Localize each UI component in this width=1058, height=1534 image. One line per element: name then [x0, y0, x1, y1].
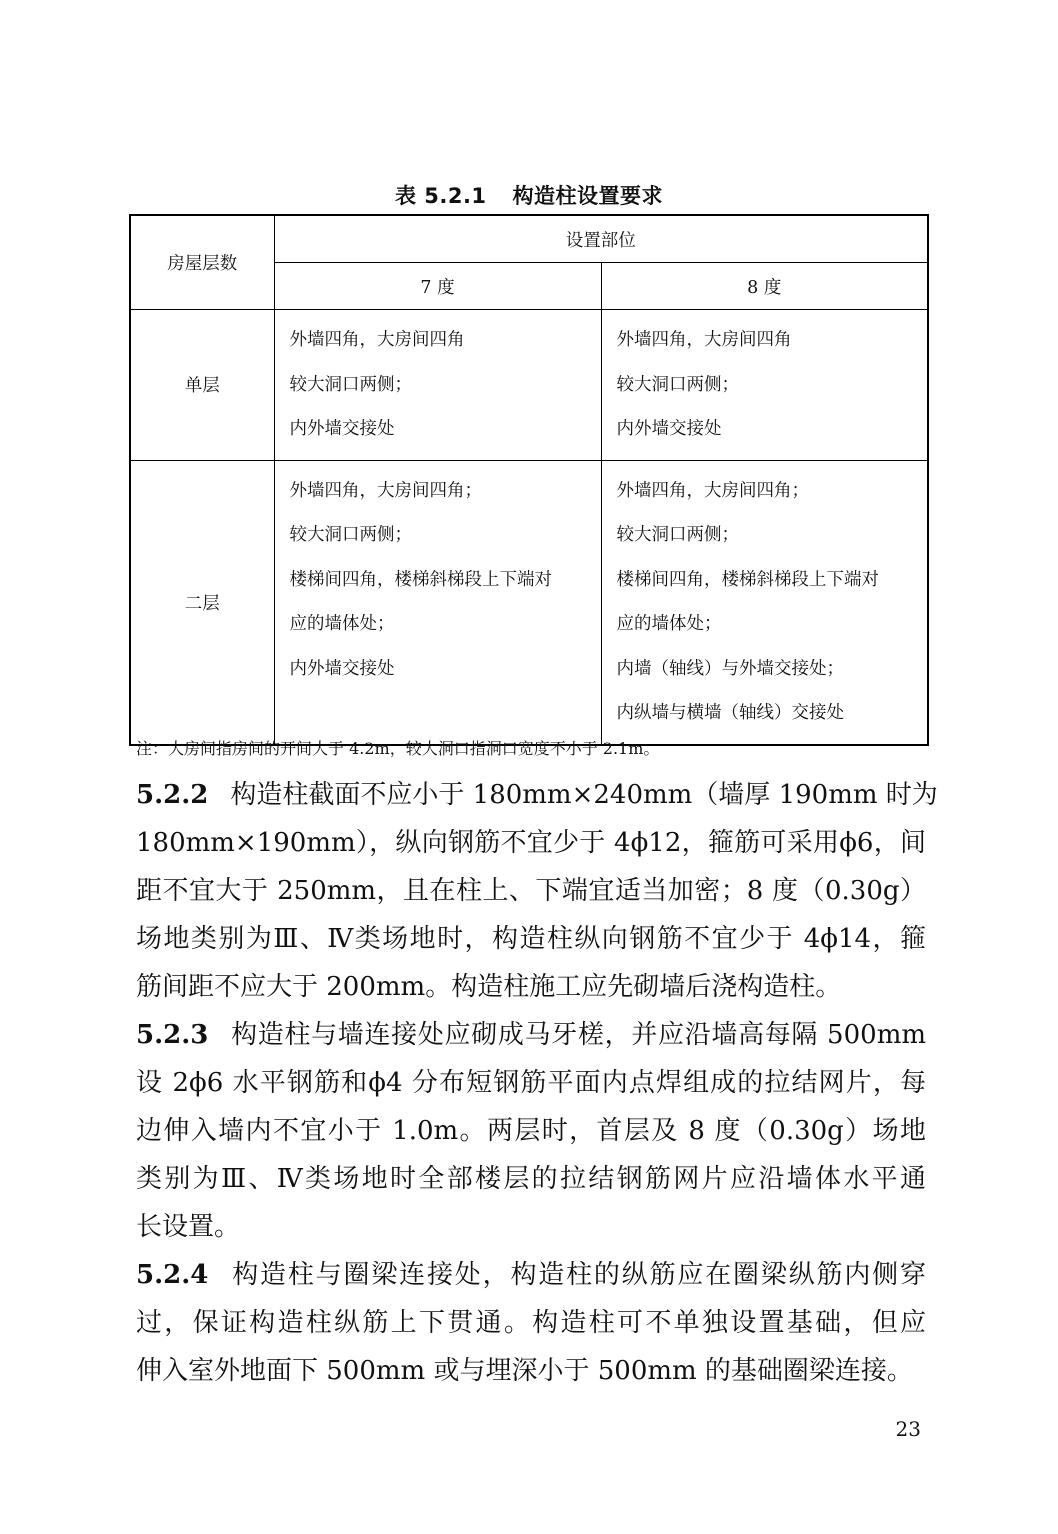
clause-number: 5.2.3: [136, 1020, 209, 1050]
cell-line: 外墙四角，大房间四角: [289, 330, 465, 350]
cell-line: 外墙四角，大房间四角；: [616, 480, 809, 501]
cell-line: 较大洞口两侧；: [616, 374, 739, 395]
cell-line: 应的墙体处；: [289, 614, 395, 634]
cell-line: 较大洞口两侧；: [289, 525, 412, 545]
clause-line: 筋间距不应大于 200mm。构造柱施工应先砌墙后浇构造柱。: [136, 972, 842, 1002]
clause-line: 场地类别为Ⅲ、Ⅳ类场地时，构造柱纵向钢筋不宜少于 4ϕ14，箍: [136, 924, 926, 954]
cell-line: 外墙四角，大房间四角: [616, 330, 792, 350]
clause-line: 长设置。: [136, 1212, 241, 1242]
cell-line: 内外墙交接处: [289, 658, 395, 679]
cell-line: 楼梯间四角，楼梯斜梯段上下端对: [289, 569, 552, 590]
clause-line: 伸入室外地面下 500mm 或与埋深小于 500mm 的基础圈梁连接。: [136, 1356, 913, 1386]
clause-number: 5.2.2: [136, 780, 209, 810]
cell-two-7: [274, 460, 601, 745]
clause-line: 边伸入墙内不宜小于 1.0m。两层时，首层及 8 度（0.30g）场地: [136, 1116, 926, 1146]
header-floors: 房屋层数: [130, 215, 274, 310]
clause-line: 距不宜大于 250mm，且在柱上、下端宜适当加密；8 度（0.30g）: [136, 876, 926, 906]
page-number: 23: [895, 1417, 921, 1441]
row-label-single: 单层: [130, 310, 274, 461]
requirements-table: [129, 214, 929, 746]
table-number: 表 5.2.1: [394, 184, 487, 208]
cell-line: 内墙（轴线）与外墙交接处；: [616, 658, 844, 679]
clause-line: 构造柱与墙连接处应砌成马牙槎，并应沿墙高每隔 500mm: [230, 1020, 926, 1050]
cell-line: 内纵墙与横墙（轴线）交接处: [616, 703, 844, 723]
table-row: [130, 310, 928, 461]
cell-line: 内外墙交接处: [289, 419, 395, 439]
cell-line: 应的墙体处；: [616, 614, 722, 634]
clause-line: 设 2ϕ6 水平钢筋和ϕ4 分布短钢筋平面内点焊组成的拉结网片，每: [136, 1068, 926, 1098]
clause-line: 类别为Ⅲ、Ⅳ类场地时全部楼层的拉结钢筋网片应沿墙体水平通: [136, 1164, 926, 1194]
header-location: 设置部位: [274, 215, 928, 263]
clause-5-2-4: [136, 1251, 926, 1395]
cell-line: 外墙四角，大房间四角；: [289, 480, 482, 501]
table-title: 构造柱设置要求: [512, 184, 664, 208]
header-intensity-8: 8 度: [601, 263, 928, 310]
cell-line: 内外墙交接处: [616, 419, 722, 439]
cell-line: 楼梯间四角，楼梯斜梯段上下端对: [616, 569, 879, 590]
clause-line: 180mm×190mm），纵向钢筋不宜少于 4ϕ12，箍筋可采用ϕ6，间: [136, 828, 926, 858]
cell-two-8: [601, 460, 928, 745]
clause-line: 过，保证构造柱纵筋上下贯通。构造柱可不单独设置基础，但应: [136, 1308, 926, 1338]
table-row: [130, 460, 928, 745]
cell-line: 较大洞口两侧；: [289, 374, 412, 395]
clause-5-2-3: [136, 1011, 926, 1251]
cell-line: 较大洞口两侧；: [616, 525, 739, 545]
clause-line: 构造柱截面不应小于 180mm×240mm（墙厚 190mm 时为: [230, 780, 938, 810]
cell-single-7: [274, 310, 601, 461]
table-note: 注：大房间指房间的开间大于 4.2m，较大洞口指洞口宽度不小于 2.1m。: [136, 739, 660, 758]
clause-5-2-2: [136, 771, 938, 1011]
row-label-two: 二层: [130, 460, 274, 745]
clause-number: 5.2.4: [136, 1260, 209, 1290]
header-intensity-7: 7 度: [274, 263, 601, 310]
clause-line: 构造柱与圈梁连接处，构造柱的纵筋应在圈梁纵筋内侧穿: [230, 1260, 926, 1290]
cell-single-8: [601, 310, 928, 461]
table-caption: [0, 180, 1058, 210]
